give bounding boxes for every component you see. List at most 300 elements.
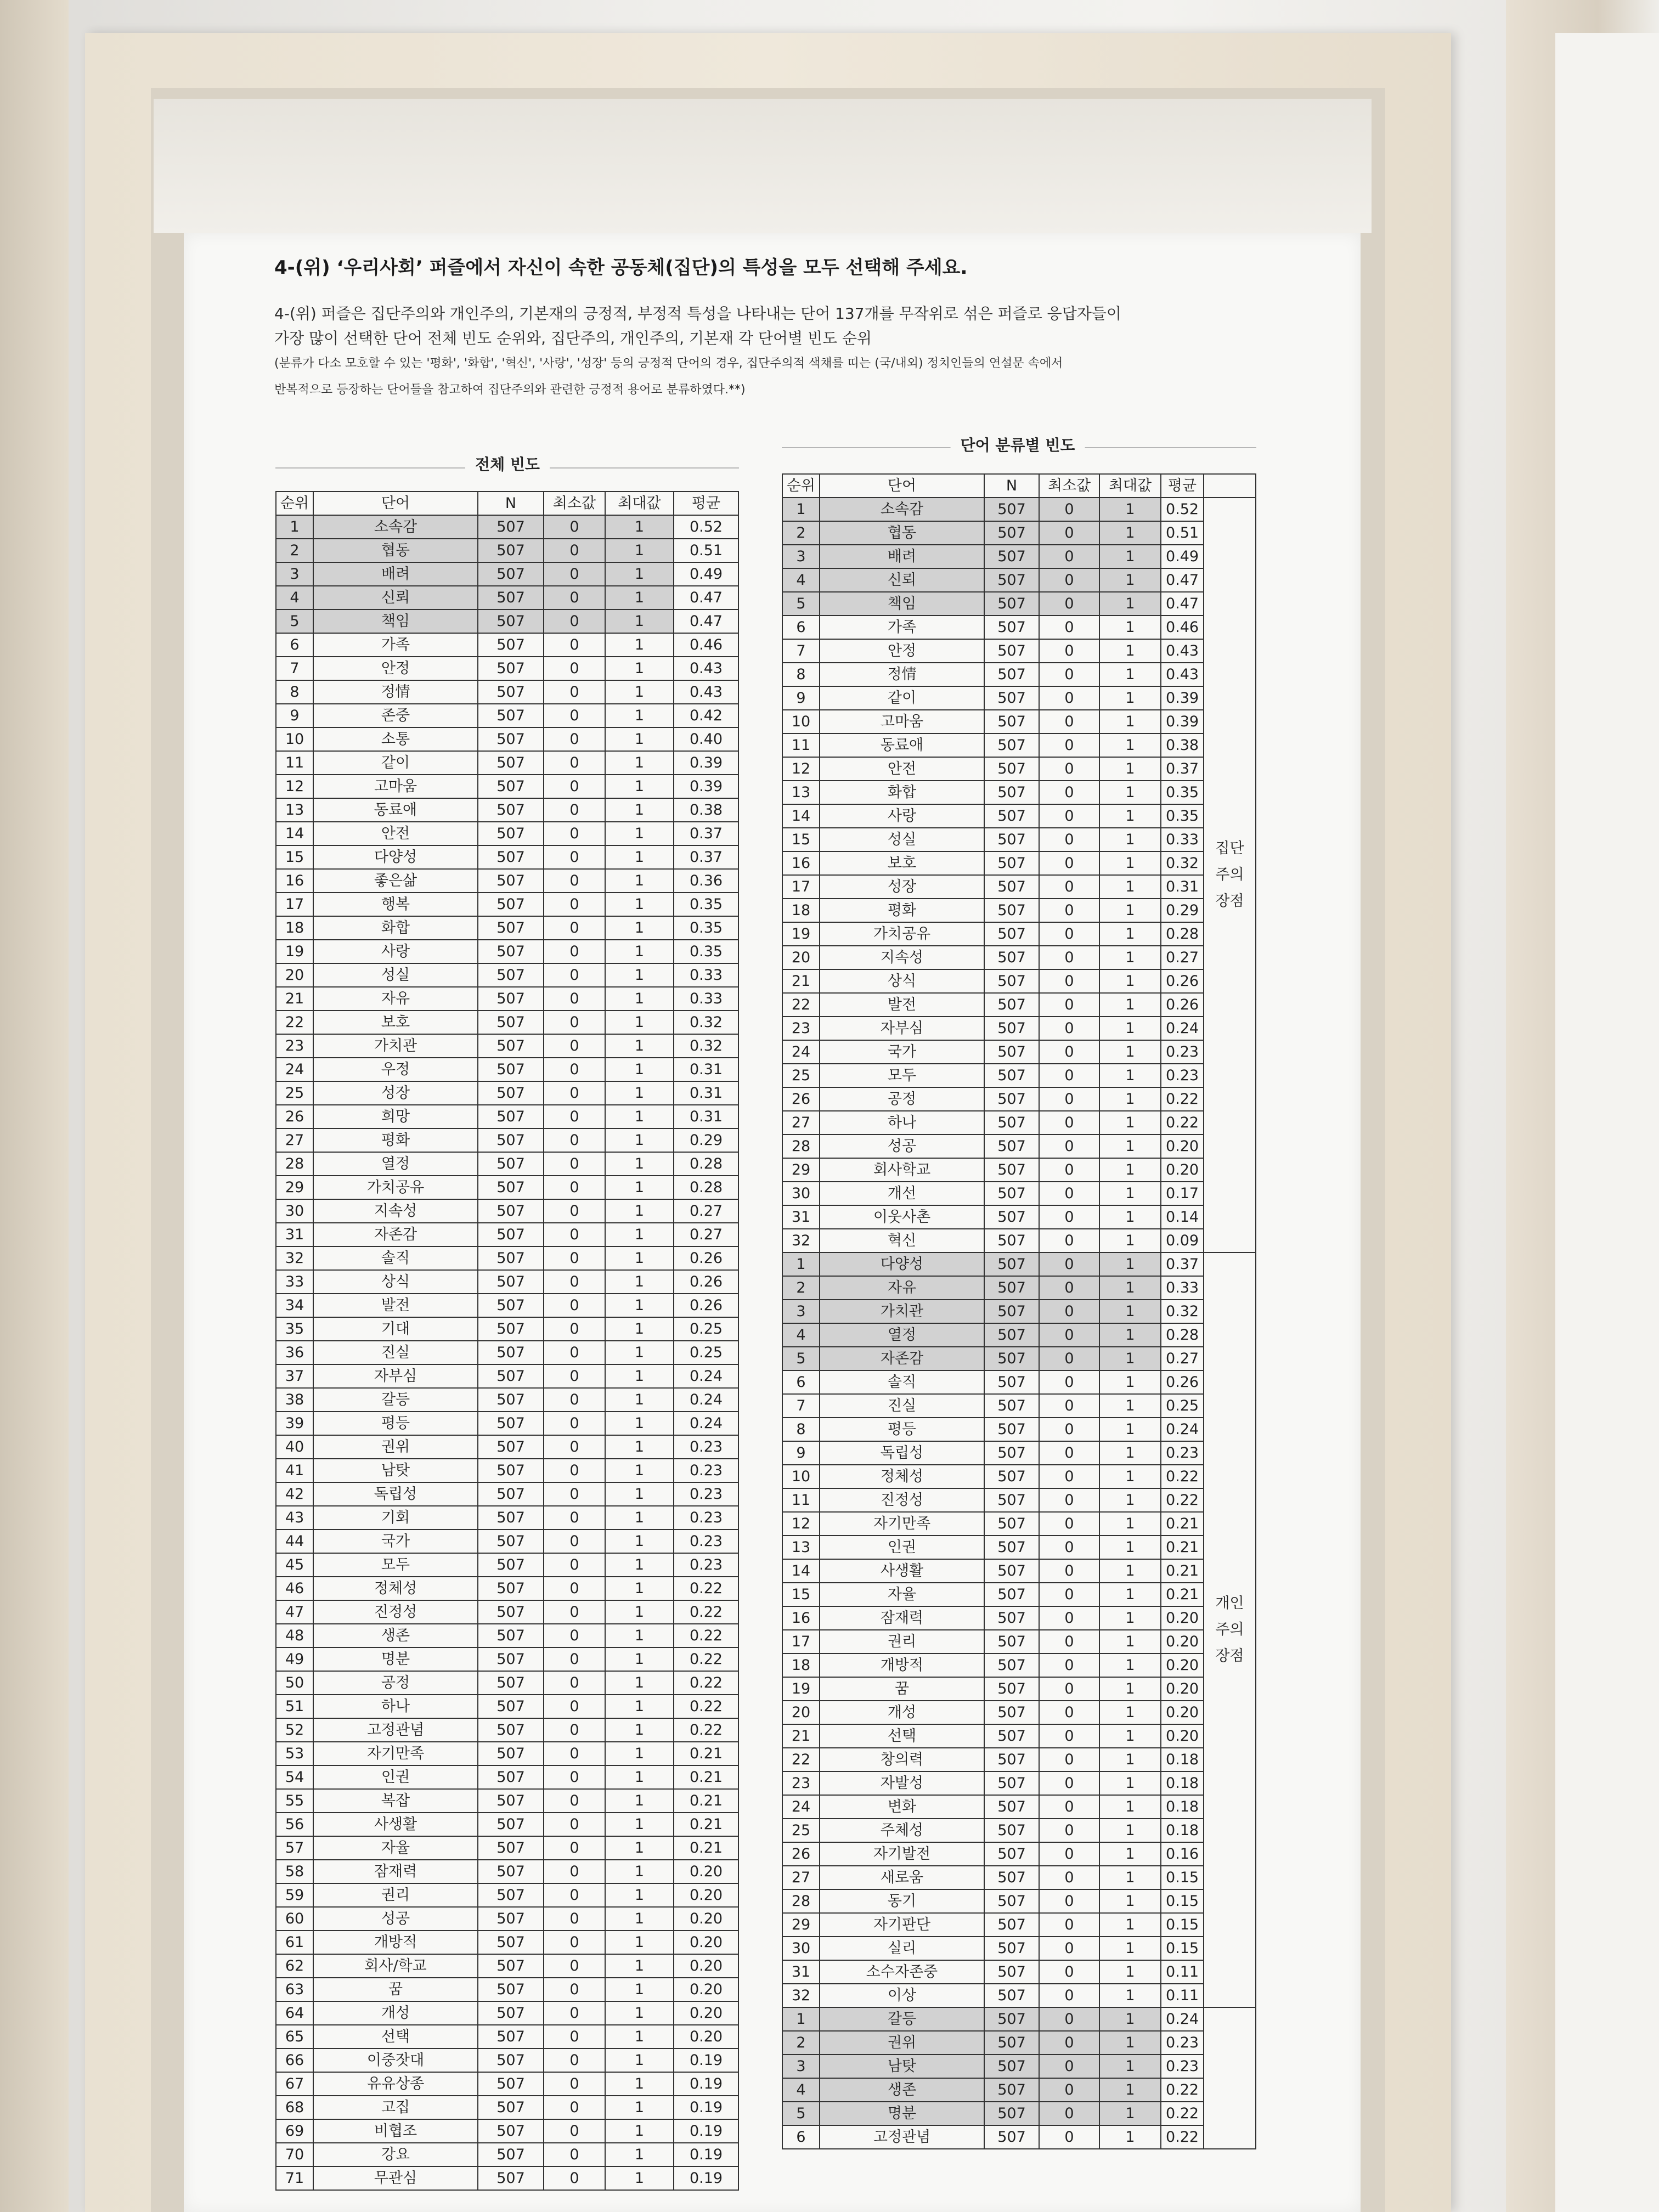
rank-cell: 19 [276,940,313,963]
min-cell: 0 [544,916,605,940]
mean-cell: 0.21 [674,1742,738,1765]
n-cell: 507 [984,1394,1039,1418]
max-cell: 1 [605,1530,674,1553]
min-cell: 0 [544,1459,605,1482]
n-cell: 507 [478,775,544,798]
min-cell: 0 [544,1388,605,1412]
min-cell: 0 [544,1435,605,1459]
max-cell: 1 [1099,710,1161,733]
table-row [782,2007,1256,2031]
mean-cell: 0.17 [1161,1182,1204,1205]
word-cell: 협동 [313,539,478,562]
table-row [782,757,1256,781]
rank-cell: 56 [276,1813,313,1836]
table-row [276,1176,738,1199]
min-cell: 0 [1039,1559,1099,1583]
mean-cell: 0.25 [1161,1394,1204,1418]
n-cell: 507 [478,1199,544,1223]
table-row [276,704,738,727]
mean-cell: 0.46 [1161,616,1204,639]
n-cell: 507 [478,1883,544,1907]
min-cell: 0 [544,2166,605,2190]
n-cell: 507 [984,1111,1039,1135]
table-row [782,616,1256,639]
mean-cell: 0.49 [674,562,738,586]
min-cell: 0 [544,845,605,869]
category-label-cell [1204,2007,1256,2149]
rank-cell: 60 [276,1907,313,1931]
max-cell: 1 [1099,639,1161,663]
table-row [276,1364,738,1388]
table-row [276,1034,738,1058]
rank-cell: 19 [782,1677,820,1701]
mean-cell: 0.33 [1161,1276,1204,1300]
mean-cell: 0.23 [674,1482,738,1506]
n-cell: 507 [478,1081,544,1105]
min-cell: 0 [544,2001,605,2025]
rank-cell: 7 [782,639,820,663]
table-row [782,993,1256,1017]
mean-cell: 0.18 [1161,1819,1204,1842]
table-row [276,1647,738,1671]
max-cell: 1 [1099,1229,1161,1252]
word-cell: 기회 [313,1506,478,1530]
rank-cell: 6 [276,633,313,657]
word-cell: 이웃사촌 [820,1205,984,1229]
table-row [276,1482,738,1506]
header-max: 최대값 [1099,474,1161,498]
mean-cell: 0.27 [1161,946,1204,969]
max-cell: 1 [605,1388,674,1412]
rank-cell: 1 [782,1252,820,1276]
header-max: 최대값 [605,492,674,515]
n-cell: 507 [478,1459,544,1482]
rank-cell: 21 [276,987,313,1011]
rank-cell: 13 [782,1536,820,1559]
n-cell: 507 [478,1671,544,1695]
word-cell: 명분 [820,2102,984,2125]
rank-cell: 41 [276,1459,313,1482]
rank-cell: 49 [276,1647,313,1671]
mean-cell: 0.35 [674,940,738,963]
n-cell: 507 [478,1034,544,1058]
adjacent-frame-left [0,0,69,2212]
min-cell: 0 [544,987,605,1011]
n-cell: 507 [984,710,1039,733]
mean-cell: 0.28 [674,1176,738,1199]
mean-cell: 0.21 [1161,1583,1204,1606]
mean-cell: 0.31 [674,1058,738,1081]
rank-cell: 16 [782,1606,820,1630]
mean-cell: 0.28 [1161,922,1204,946]
table-row [782,545,1256,568]
min-cell: 0 [544,1412,605,1435]
mean-cell: 0.20 [1161,1654,1204,1677]
table-row [276,610,738,633]
table-row [276,1931,738,1954]
frame-mat-top [154,99,1372,233]
word-cell: 성실 [313,963,478,987]
rank-cell: 7 [782,1394,820,1418]
description-note-line-2: 반복적으로 등장하는 단어들을 참고하여 집단주의와 관련한 긍정적 용어로 분류하였다.**) [274,383,746,397]
word-cell: 열정 [820,1323,984,1347]
table-row [782,1771,1256,1795]
word-cell: 자기만족 [820,1512,984,1536]
n-cell: 507 [984,1087,1039,1111]
min-cell: 0 [1039,710,1099,733]
table-row [782,875,1256,899]
min-cell: 0 [544,1978,605,2001]
table-row [782,1559,1256,1583]
table-row [782,1512,1256,1536]
min-cell: 0 [1039,1913,1099,1937]
mean-cell: 0.26 [674,1246,738,1270]
rank-cell: 45 [276,1553,313,1577]
mean-cell: 0.21 [1161,1512,1204,1536]
rank-cell: 9 [782,686,820,710]
max-cell: 1 [1099,1889,1161,1913]
table-row [782,1205,1256,1229]
min-cell: 0 [1039,1394,1099,1418]
word-cell: 동료애 [820,733,984,757]
table-row [782,1606,1256,1630]
n-cell: 507 [478,1813,544,1836]
n-cell: 507 [984,2078,1039,2102]
word-cell: 고집 [313,2096,478,2119]
mean-cell: 0.27 [674,1199,738,1223]
table-row [782,1158,1256,1182]
table-row [276,633,738,657]
word-cell: 하나 [820,1111,984,1135]
n-cell: 507 [478,2049,544,2072]
rank-cell: 14 [782,1559,820,1583]
max-cell: 1 [605,2143,674,2166]
n-cell: 507 [984,946,1039,969]
mean-cell: 0.27 [1161,1347,1204,1370]
max-cell: 1 [1099,1276,1161,1300]
rank-cell: 23 [782,1017,820,1040]
table-row [276,1624,738,1647]
word-cell: 평등 [313,1412,478,1435]
word-cell: 국가 [820,1040,984,1064]
word-cell: 좋은삶 [313,869,478,893]
max-cell: 1 [1099,828,1161,851]
table-row [276,1813,738,1836]
max-cell: 1 [1099,1583,1161,1606]
max-cell: 1 [1099,2125,1161,2149]
mean-cell: 0.43 [674,680,738,704]
min-cell: 0 [544,1011,605,1034]
n-cell: 507 [984,1866,1039,1889]
max-cell: 1 [1099,1158,1161,1182]
min-cell: 0 [544,704,605,727]
n-cell: 507 [984,1276,1039,1300]
mean-cell: 0.51 [1161,521,1204,545]
max-cell: 1 [1099,969,1161,993]
n-cell: 507 [984,1606,1039,1630]
header-n: N [478,492,544,515]
table-row [782,1795,1256,1819]
max-cell: 1 [605,1058,674,1081]
min-cell: 0 [544,963,605,987]
word-cell: 공정 [313,1671,478,1695]
word-cell: 다양성 [820,1252,984,1276]
min-cell: 0 [544,1364,605,1388]
min-cell: 0 [544,893,605,916]
word-cell: 진실 [820,1394,984,1418]
max-cell: 1 [605,1482,674,1506]
min-cell: 0 [1039,1488,1099,1512]
max-cell: 1 [1099,498,1161,521]
mean-cell: 0.37 [1161,1252,1204,1276]
min-cell: 0 [1039,1418,1099,1441]
max-cell: 1 [1099,875,1161,899]
max-cell: 1 [605,1883,674,1907]
table-row [276,539,738,562]
word-cell: 성장 [313,1081,478,1105]
min-cell: 0 [1039,1087,1099,1111]
n-cell: 507 [478,963,544,987]
n-cell: 507 [478,1317,544,1341]
word-cell: 자기발전 [820,1842,984,1866]
table-row [782,1370,1256,1394]
min-cell: 0 [544,940,605,963]
rank-cell: 29 [276,1176,313,1199]
mean-cell: 0.20 [674,1931,738,1954]
min-cell: 0 [1039,1536,1099,1559]
min-cell: 0 [544,1671,605,1695]
mean-cell: 0.24 [674,1412,738,1435]
min-cell: 0 [544,680,605,704]
overall-caption: 전체 빈도 [465,453,550,475]
category-label-line: 장점 [1215,893,1244,910]
max-cell: 1 [605,2166,674,2190]
word-cell: 행복 [313,893,478,916]
min-cell: 0 [1039,1630,1099,1654]
table-row [782,1819,1256,1842]
max-cell: 1 [605,822,674,845]
table-row [276,987,738,1011]
table-row [276,1081,738,1105]
category-label-line: 주의 [1215,866,1244,883]
min-cell: 0 [1039,1771,1099,1795]
max-cell: 1 [1099,899,1161,922]
header-rank: 순위 [276,492,313,515]
min-cell: 0 [1039,2007,1099,2031]
mean-cell: 0.24 [1161,1418,1204,1441]
rank-cell: 4 [782,1323,820,1347]
mean-cell: 0.51 [674,539,738,562]
max-cell: 1 [605,1011,674,1034]
max-cell: 1 [1099,1819,1161,1842]
min-cell: 0 [1039,1795,1099,1819]
n-cell: 507 [984,521,1039,545]
mean-cell: 0.26 [1161,1370,1204,1394]
mean-cell: 0.35 [1161,804,1204,828]
max-cell: 1 [605,1836,674,1860]
max-cell: 1 [605,1435,674,1459]
max-cell: 1 [605,1459,674,1482]
mean-cell: 0.28 [1161,1323,1204,1347]
rank-cell: 15 [276,845,313,869]
word-cell: 강요 [313,2143,478,2166]
header-min: 최소값 [544,492,605,515]
header-word: 단어 [313,492,478,515]
max-cell: 1 [1099,1323,1161,1347]
header-category [1204,474,1256,498]
n-cell: 507 [984,1630,1039,1654]
min-cell: 0 [544,1270,605,1294]
max-cell: 1 [1099,1630,1161,1654]
max-cell: 1 [605,1317,674,1341]
min-cell: 0 [1039,1111,1099,1135]
n-cell: 507 [984,1205,1039,1229]
max-cell: 1 [605,1105,674,1128]
n-cell: 507 [478,1718,544,1742]
table-row [276,562,738,586]
word-cell: 자기만족 [313,1742,478,1765]
rank-cell: 35 [276,1317,313,1341]
rank-cell: 1 [782,498,820,521]
min-cell: 0 [544,1883,605,1907]
table-row [276,2096,738,2119]
table-row [782,568,1256,592]
n-cell: 507 [984,804,1039,828]
table-row [782,1347,1256,1370]
word-cell: 유유상종 [313,2072,478,2096]
min-cell: 0 [1039,969,1099,993]
word-cell: 실리 [820,1937,984,1960]
word-cell: 솔직 [820,1370,984,1394]
n-cell: 507 [984,1252,1039,1276]
table-row [782,2102,1256,2125]
rank-cell: 24 [782,1040,820,1064]
min-cell: 0 [1039,757,1099,781]
n-cell: 507 [478,1482,544,1506]
min-cell: 0 [544,1553,605,1577]
mean-cell: 0.26 [674,1294,738,1317]
max-cell: 1 [1099,1370,1161,1394]
n-cell: 507 [984,663,1039,686]
min-cell: 0 [544,798,605,822]
word-cell: 평화 [313,1128,478,1152]
min-cell: 0 [1039,875,1099,899]
rank-cell: 16 [276,869,313,893]
mean-cell: 0.38 [674,798,738,822]
mean-cell: 0.14 [1161,1205,1204,1229]
max-cell: 1 [1099,1795,1161,1819]
n-cell: 507 [478,1223,544,1246]
table-row [782,1889,1256,1913]
table-row [276,1058,738,1081]
max-cell: 1 [1099,1559,1161,1583]
mean-cell: 0.22 [674,1600,738,1624]
n-cell: 507 [984,1559,1039,1583]
word-cell: 가치관 [820,1300,984,1323]
n-cell: 507 [478,1836,544,1860]
mean-cell: 0.20 [1161,1677,1204,1701]
n-cell: 507 [478,2143,544,2166]
min-cell: 0 [544,1034,605,1058]
word-cell: 가치공유 [820,922,984,946]
rank-cell: 30 [782,1937,820,1960]
max-cell: 1 [1099,663,1161,686]
table-row [276,1128,738,1152]
max-cell: 1 [605,515,674,539]
mean-cell: 0.23 [674,1553,738,1577]
rank-cell: 31 [276,1223,313,1246]
rank-cell: 25 [782,1819,820,1842]
table-row [782,1748,1256,1771]
mean-cell: 0.21 [1161,1536,1204,1559]
max-cell: 1 [1099,733,1161,757]
n-cell: 507 [478,633,544,657]
rank-cell: 20 [276,963,313,987]
word-cell: 보호 [313,1011,478,1034]
max-cell: 1 [605,680,674,704]
word-cell: 자존감 [313,1223,478,1246]
min-cell: 0 [544,751,605,775]
mean-cell: 0.15 [1161,1889,1204,1913]
word-cell: 진정성 [820,1488,984,1512]
table-row [782,1701,1256,1724]
max-cell: 1 [605,1152,674,1176]
word-cell: 발전 [313,1294,478,1317]
min-cell: 0 [1039,804,1099,828]
max-cell: 1 [1099,1701,1161,1724]
rank-cell: 6 [782,1370,820,1394]
rank-cell: 18 [782,899,820,922]
n-cell: 507 [478,1624,544,1647]
rank-cell: 50 [276,1671,313,1695]
rank-cell: 5 [782,2102,820,2125]
min-cell: 0 [1039,922,1099,946]
rank-cell: 51 [276,1695,313,1718]
max-cell: 1 [1099,1418,1161,1441]
n-cell: 507 [478,586,544,610]
table-row [782,828,1256,851]
word-cell: 열정 [313,1152,478,1176]
max-cell: 1 [605,1789,674,1813]
mean-cell: 0.19 [674,2143,738,2166]
word-cell: 사생활 [313,1813,478,1836]
n-cell: 507 [478,1011,544,1034]
min-cell: 0 [544,1789,605,1813]
min-cell: 0 [1039,1229,1099,1252]
min-cell: 0 [544,1105,605,1128]
min-cell: 0 [544,1624,605,1647]
mean-cell: 0.22 [1161,1111,1204,1135]
mean-cell: 0.33 [1161,828,1204,851]
table-row [782,1276,1256,1300]
word-cell: 자기판단 [820,1913,984,1937]
word-cell: 꿈 [313,1978,478,2001]
n-cell: 507 [984,1158,1039,1182]
min-cell: 0 [1039,1512,1099,1536]
table-row [276,586,738,610]
n-cell: 507 [478,1176,544,1199]
table-row [782,1937,1256,1960]
min-cell: 0 [1039,1654,1099,1677]
max-cell: 1 [1099,2078,1161,2102]
word-cell: 기대 [313,1317,478,1341]
rank-cell: 62 [276,1954,313,1978]
min-cell: 0 [1039,1252,1099,1276]
mean-cell: 0.19 [674,2072,738,2096]
word-cell: 갈등 [820,2007,984,2031]
word-cell: 동료애 [313,798,478,822]
min-cell: 0 [1039,1842,1099,1866]
